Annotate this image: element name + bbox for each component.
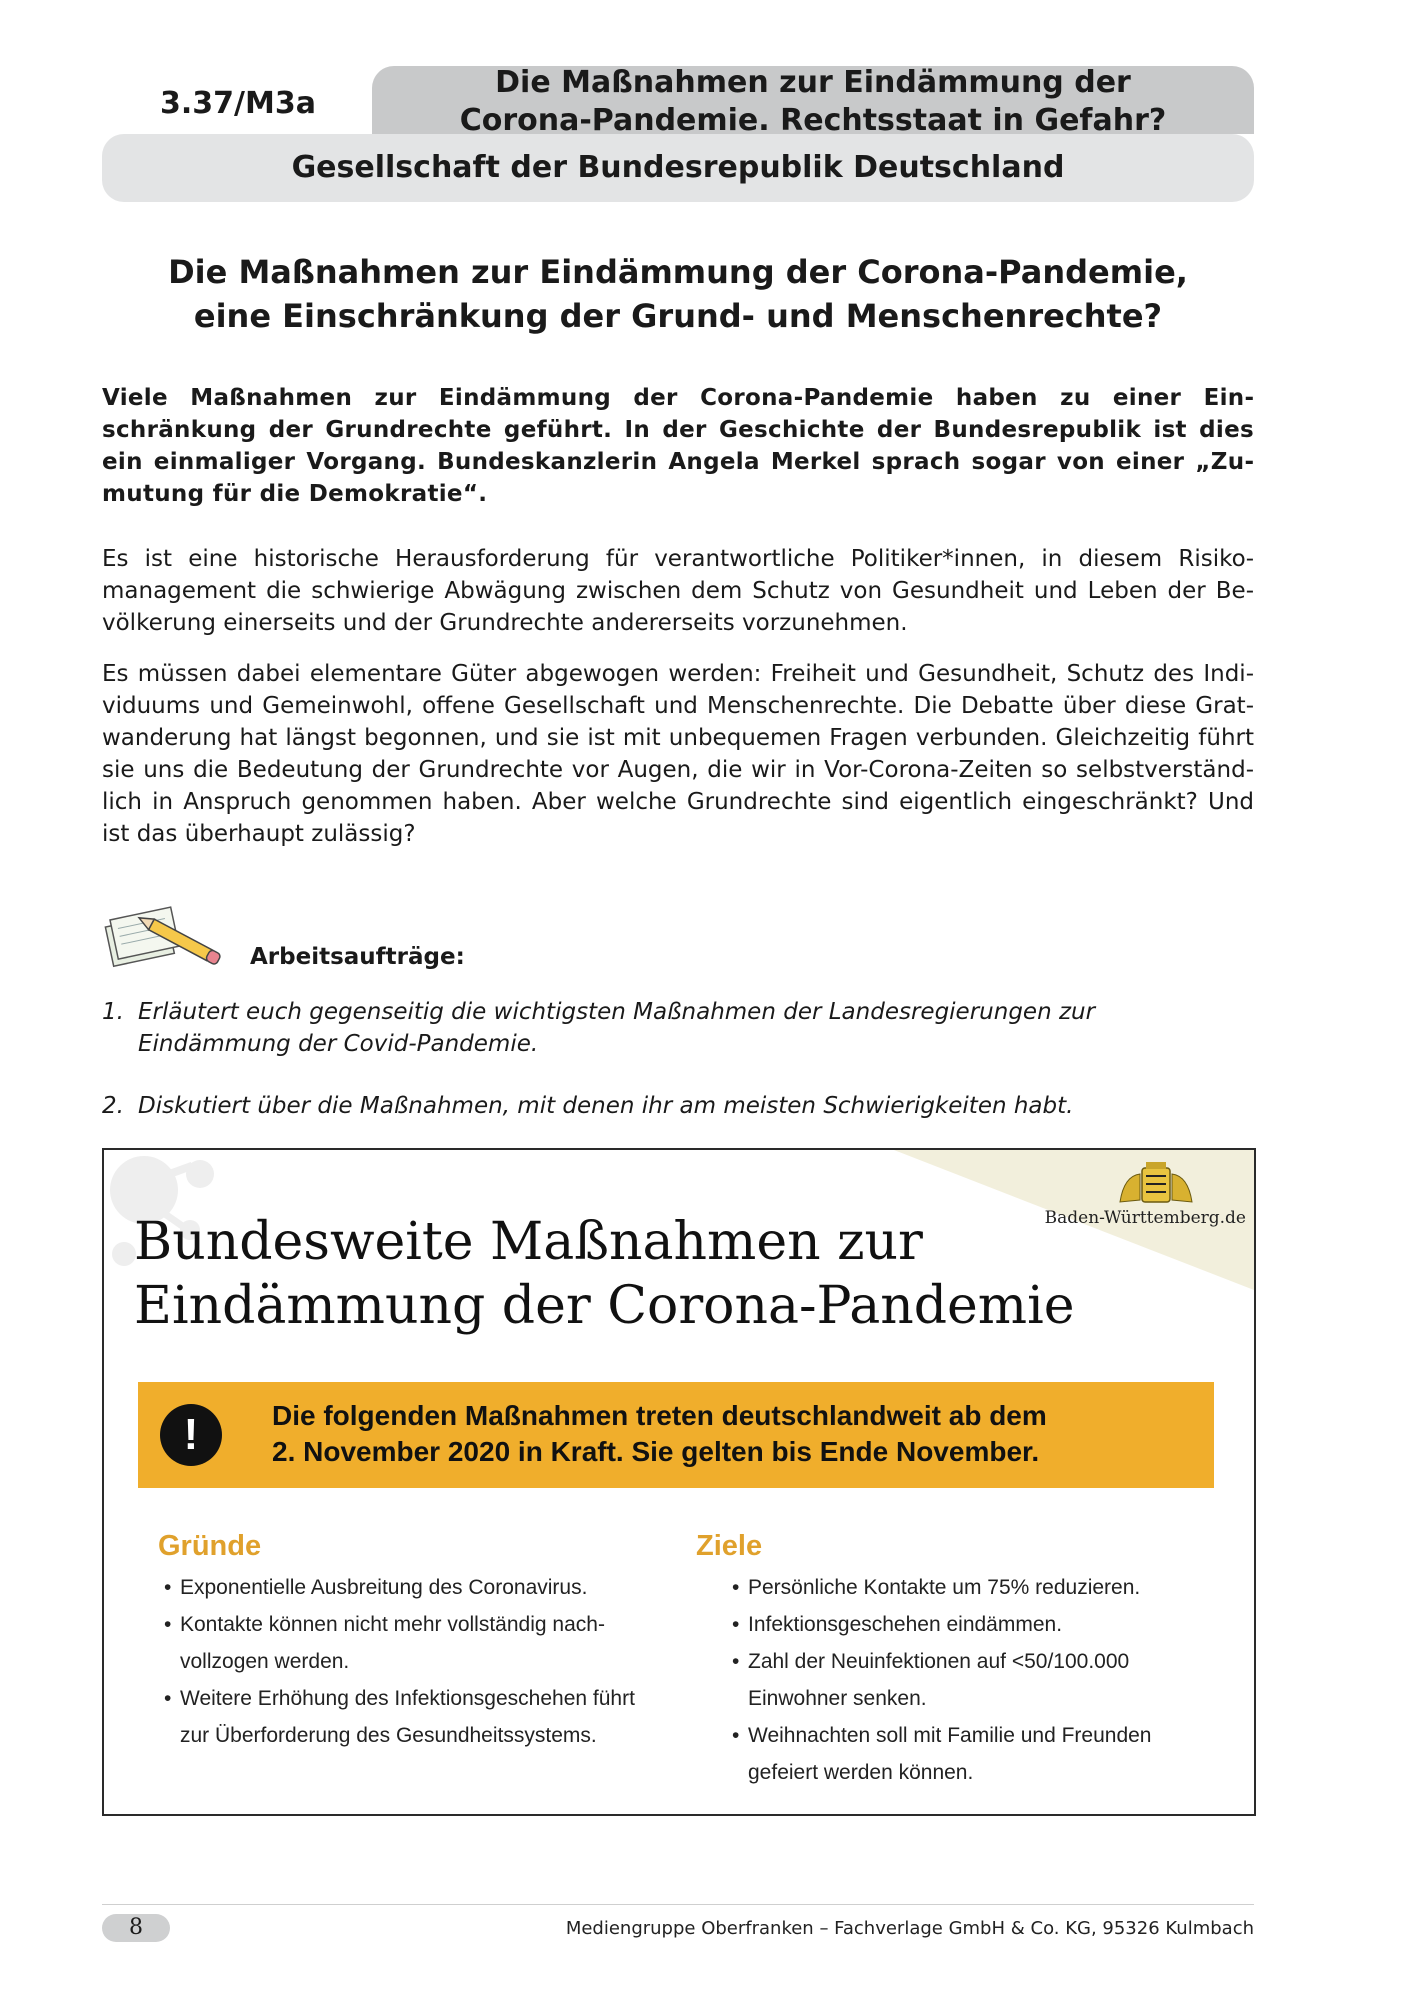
reasons-heading: Gründe: [158, 1530, 262, 1562]
list-item: • Persönliche Kontakte um 75% reduzieren.: [696, 1569, 1196, 1606]
reasons-list: [158, 1569, 658, 1754]
title-line-1: Die Maßnahmen zur Eindämmung der Corona-Pandemie,: [168, 253, 1188, 291]
goals-list: [696, 1569, 1196, 1791]
list-item: • Infektionsgeschehen eindämmen.: [696, 1606, 1196, 1643]
body-paragraph-1: Es ist eine historische Herausforderung für verantwortliche Politiker*innen, in diesem Risikomanagement die schwierige Abwägung zwischen dem Schutz von Gesundheit und Leben der Bevölkerung einerseits und der Grundrechte andererseits vorzunehmen.: [102, 546, 1254, 636]
list-item: • Weitere Erhöhung des Infektionsgeschehen führt zur Überforderung des Gesundheitssystems.: [158, 1680, 658, 1754]
topic-line-1: Die Maßnahmen zur Eindämmung der: [495, 66, 1131, 100]
notes-pencil-icon: [100, 900, 230, 970]
infobox-title: [134, 1210, 1234, 1338]
reasons-column: [158, 1530, 658, 1754]
publisher-credit: Mediengruppe Oberfranken – Fachverlage GmbH & Co. KG, 95326 Kulmbach: [565, 1918, 1254, 1939]
task-text: Diskutiert über die Maßnahmen, mit denen ihr am meisten Schwierigkeiten habt.: [138, 1093, 1074, 1119]
notice-line-1: Die folgenden Maßnahmen treten deutschlandweit ab dem: [272, 1400, 1047, 1431]
task-number: 1.: [102, 999, 124, 1025]
body-paragraph-2: Es müssen dabei elementare Güter abgewogen werden: Freiheit und Gesundheit, Schutz des Individuums und Gemeinwohl, offene Gesellschaft und Menschenrechte. Die Debatte über diese Gratwanderung hat längst begonnen, und sie ist mit unbequemen Fragen verbunden. Gleichzeitig führt sie uns die Bedeutung der Grundrechte vor Augen, die wir in Vor-Corona-Zeiten so selbstverständlich in Anspruch genommen haben. Aber welche Grundrechte sind eigentlich eingeschränkt? Und ist das überhaupt zulässig?: [102, 661, 1254, 847]
footer-divider: [102, 1904, 1254, 1905]
section-banner: Gesellschaft der Bundesrepublik Deutschland: [102, 134, 1254, 202]
measures-infobox: [102, 1148, 1256, 1816]
list-item: • Zahl der Neuinfektionen auf <50/100.000 Einwohner senken.: [696, 1643, 1196, 1717]
goals-column: [696, 1530, 1196, 1791]
page-title: [102, 250, 1254, 338]
topic-banner: [372, 66, 1254, 134]
page-number: 8: [102, 1914, 170, 1942]
notice-banner: [138, 1382, 1214, 1488]
notice-text: [272, 1398, 1202, 1470]
material-code: 3.37/M3a: [160, 86, 316, 121]
infobox-title-line-2: Eindämmung der Corona-Pandemie: [134, 1276, 1075, 1336]
source-label: Baden-Württemberg.de: [1044, 1208, 1246, 1228]
tasks-heading: Arbeitsaufträge:: [250, 944, 465, 970]
infobox-title-line-1: Bundesweite Maßnahmen zur: [134, 1212, 923, 1272]
coat-of-arms-icon: [1116, 1162, 1196, 1208]
task-item: [102, 996, 1254, 1060]
exclamation-icon: !: [160, 1404, 222, 1466]
topic-line-2: Corona-Pandemie. Rechtsstaat in Gefahr?: [459, 103, 1167, 134]
notice-line-2: 2. November 2020 in Kraft. Sie gelten bis Ende November.: [272, 1436, 1040, 1467]
intro-paragraph: Viele Maßnahmen zur Eindämmung der Corona-Pandemie haben zu einer Einschränkung der Grundrechte geführt. In der Geschichte der Bundesrepublik ist dies ein einmaliger Vorgang. Bundeskanzlerin Angela Merkel sprach sogar von einer „Zumutung für die Demokratie“.: [102, 385, 1254, 507]
task-number: 2.: [102, 1093, 124, 1119]
task-item: [102, 1090, 1254, 1122]
list-item: • Weihnachten soll mit Familie und Freunden gefeiert werden können.: [696, 1717, 1196, 1791]
list-item: • Exponentielle Ausbreitung des Coronavirus.: [158, 1569, 658, 1606]
list-item: • Kontakte können nicht mehr vollständig nachvollzogen werden.: [158, 1606, 658, 1680]
title-line-2: eine Einschränkung der Grund- und Menschenrechte?: [193, 297, 1163, 335]
task-text: Erläutert euch gegenseitig die wichtigsten Maßnahmen der Landesregierungen zur Eindämmung der Covid-Pandemie.: [138, 999, 1096, 1057]
goals-heading: Ziele: [696, 1530, 763, 1562]
